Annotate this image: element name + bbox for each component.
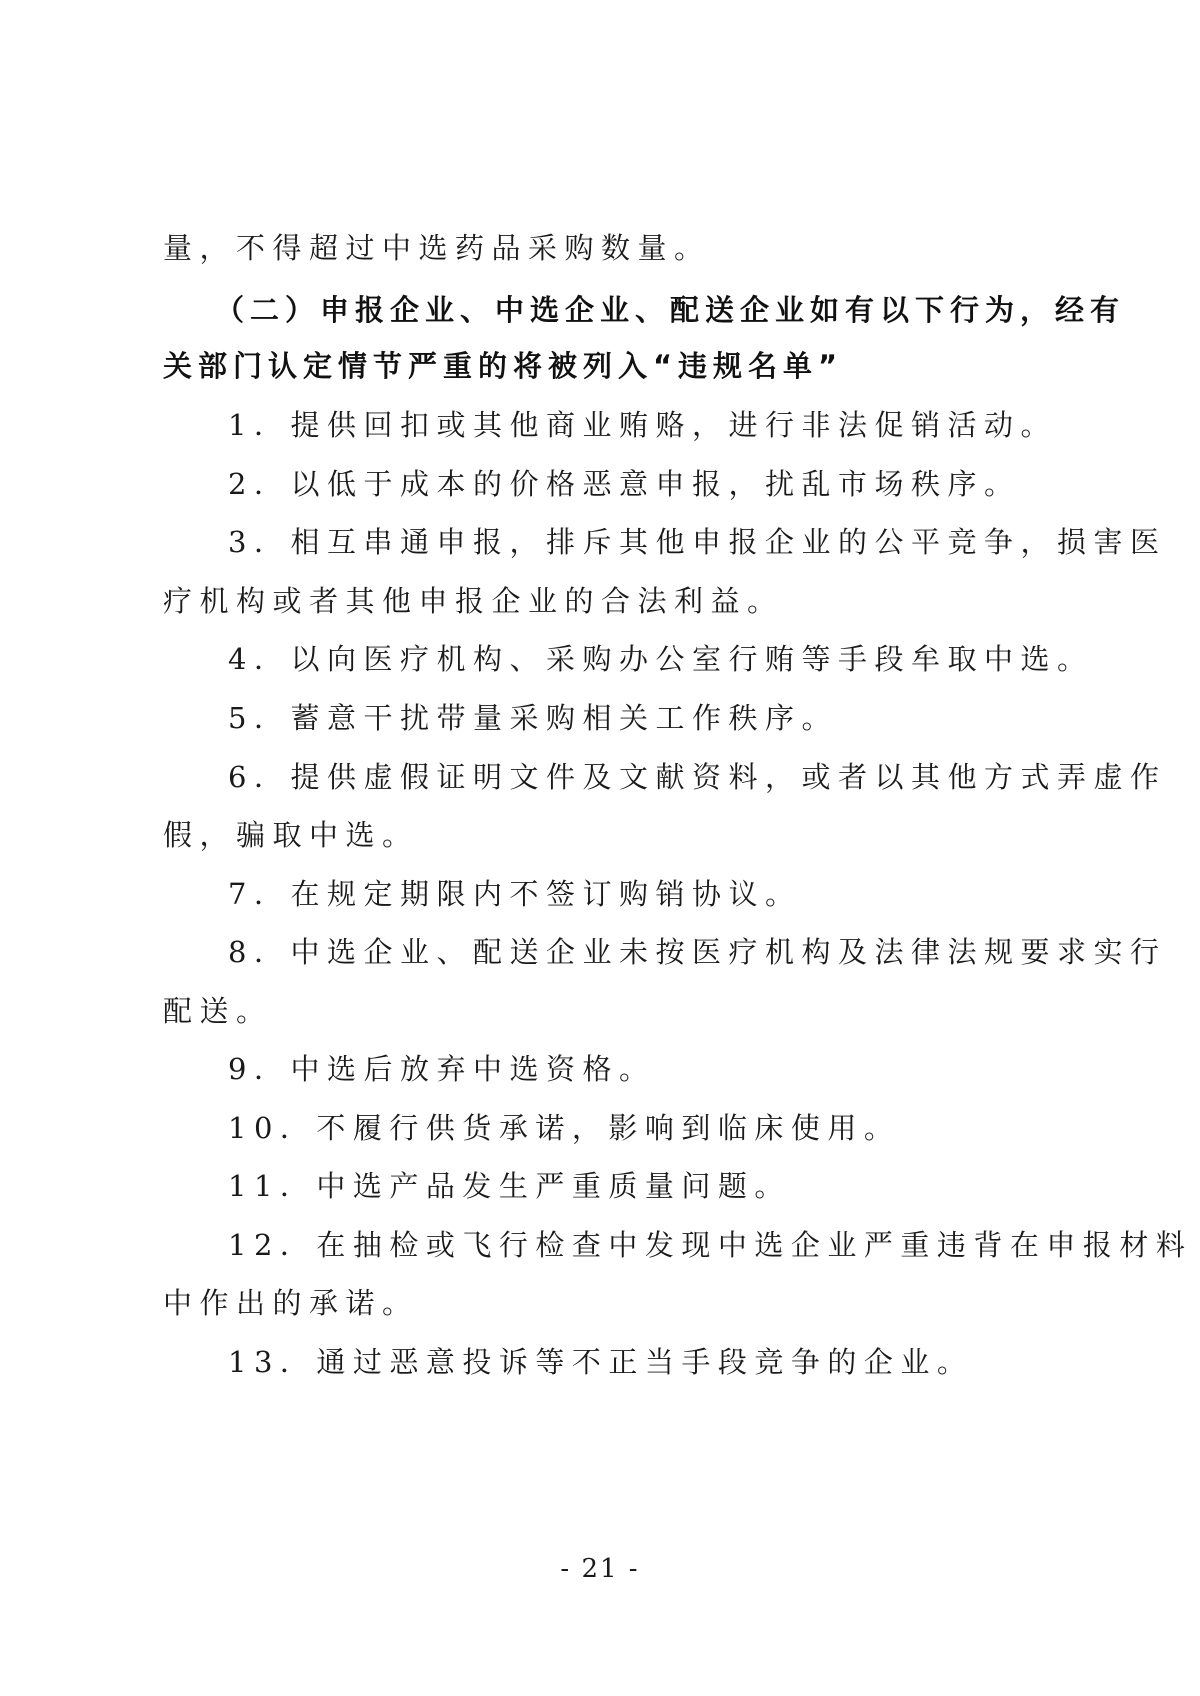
list-item: 6．提供虚假证明文件及文献资料，或者以其他方式弄虚作 <box>228 760 1167 794</box>
list-item-continued: 假，骗取中选。 <box>163 818 419 852</box>
list-item: 7．在规定期限内不签订购销协议。 <box>228 877 802 911</box>
list-item: 5．蓄意干扰带量采购相关工作秩序。 <box>228 701 838 735</box>
list-item: 9．中选后放弃中选资格。 <box>228 1052 656 1086</box>
list-item: 3．相互串通申报，排斥其他申报企业的公平竞争，损害医 <box>228 525 1167 559</box>
list-item: 13．通过恶意投诉等不正当手段竞争的企业。 <box>228 1345 974 1379</box>
page-number: - 21 - <box>560 1554 640 1584</box>
list-item-continued: 中作出的承诺。 <box>163 1286 419 1320</box>
section-heading-continued: 关部门认定情节严重的将被列入“违规名单” <box>163 349 844 383</box>
list-item-continued: 配送。 <box>163 994 273 1028</box>
list-item-continued: 疗机构或者其他申报企业的合法利益。 <box>163 584 784 618</box>
list-item: 10．不履行供货承诺，影响到临床使用。 <box>228 1111 901 1145</box>
text-line: 量，不得超过中选药品采购数量。 <box>163 231 711 265</box>
list-item: 2．以低于成本的价格恶意申报，扰乱市场秩序。 <box>228 467 1021 501</box>
list-item: 12．在抽检或飞行检查中发现中选企业严重违背在申报材料 <box>228 1228 1193 1262</box>
list-item: 11．中选产品发生严重质量问题。 <box>228 1169 791 1203</box>
list-item: 1．提供回扣或其他商业贿赂，进行非法促销活动。 <box>228 408 1057 442</box>
section-heading: （二）申报企业、中选企业、配送企业如有以下行为，经有 <box>215 293 1126 327</box>
list-item: 8．中选企业、配送企业未按医疗机构及法律法规要求实行 <box>228 935 1167 969</box>
list-item: 4．以向医疗机构、采购办公室行贿等手段牟取中选。 <box>228 642 1094 676</box>
